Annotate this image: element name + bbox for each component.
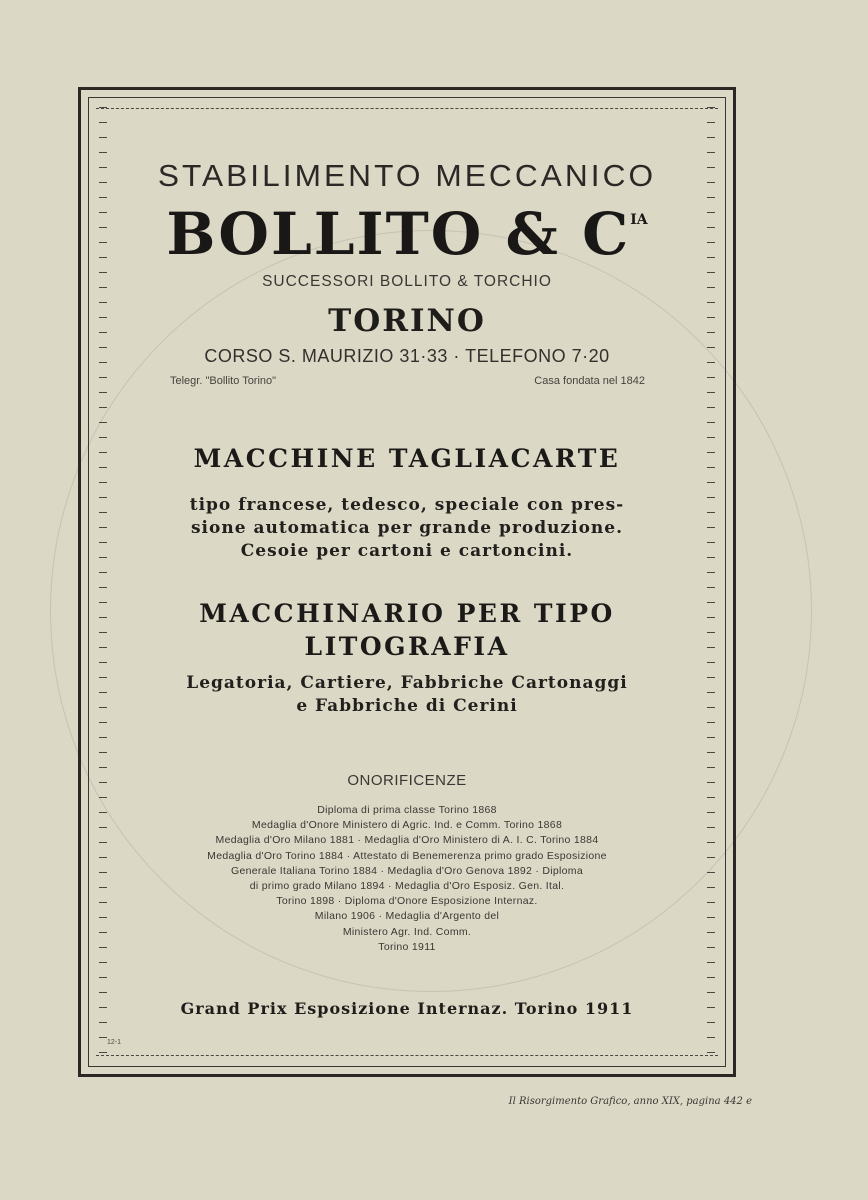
section1-text [81,494,733,563]
section1-line: Cesoie per cartoni e cartoncini. [240,541,574,561]
section2-title [81,597,733,663]
section2-line: e Fabbriche di Cerini [296,696,518,716]
honors-title: ONORIFICENZE [347,772,467,789]
telegram-address: Telegr. "Bollito Torino" [170,375,277,387]
city-heading: TORINO [328,303,486,339]
company-name [81,200,733,268]
section1-line: sione automatica per grande produzione. [190,518,624,538]
honors-line: Medaglia d'Oro Torino 1884 · Attestato di Benemerenza primo grado Esposizione [207,849,607,862]
section2-text [81,672,733,718]
ad-content [81,90,733,1074]
honors-line: Medaglia d'Onore Ministero di Agric. Ind. e Comm. Torino 1868 [251,819,563,832]
page-footer: Il Risorgimento Grafico, anno XIX, pagina 442 e [508,1096,752,1107]
grand-prix-line: Grand Prix Esposizione Internaz. Torino 1911 [180,999,634,1018]
section2-title-line: MACCHINARIO PER TIPO [199,599,615,628]
honors-line: di primo grado Milano 1894 · Medaglia d'Oro Esposiz. Gen. Ital. [249,880,565,893]
honors-line: Torino 1898 · Diploma d'Onore Esposizione Internaz. [276,895,538,908]
honors-line: Milano 1906 · Medaglia d'Argento del [314,910,500,923]
company-name-text: BOLLITO & C [166,200,631,268]
corner-mark: 12-1 [107,1039,122,1046]
successori-line: SUCCESSORI BOLLITO & TORCHIO [262,273,552,290]
section1-line: tipo francese, tedesco, speciale con pres- [189,495,625,515]
address-line: CORSO S. MAURIZIO 31·33 · TELEFONO 7·20 [204,346,610,366]
section2-line: Legatoria, Cartiere, Fabbriche Cartonaggi [186,673,628,693]
section2-title-line: LITOGRAFIA [304,632,510,661]
honors-line: Diploma di prima classe Torino 1868 [317,804,497,816]
section1-title: MACCHINE TAGLIACARTE [193,444,621,473]
founded-note: Casa fondata nel 1842 [534,375,645,387]
honors-line: Medaglia d'Oro Milano 1881 · Medaglia d'Oro Ministero di A. I. C. Torino 1884 [215,834,599,847]
honors-line: Torino 1911 [378,940,436,953]
stabilimento-heading: STABILIMENTO MECCANICO [157,158,657,193]
honors-line: Generale Italiana Torino 1884 · Medaglia d'Oro Genova 1892 · Diploma [231,864,583,877]
company-superscript: IA [630,212,648,228]
honors-list [81,803,733,955]
honors-line: Ministero Agr. Ind. Comm. [342,925,472,938]
advertisement-frame [78,87,736,1077]
